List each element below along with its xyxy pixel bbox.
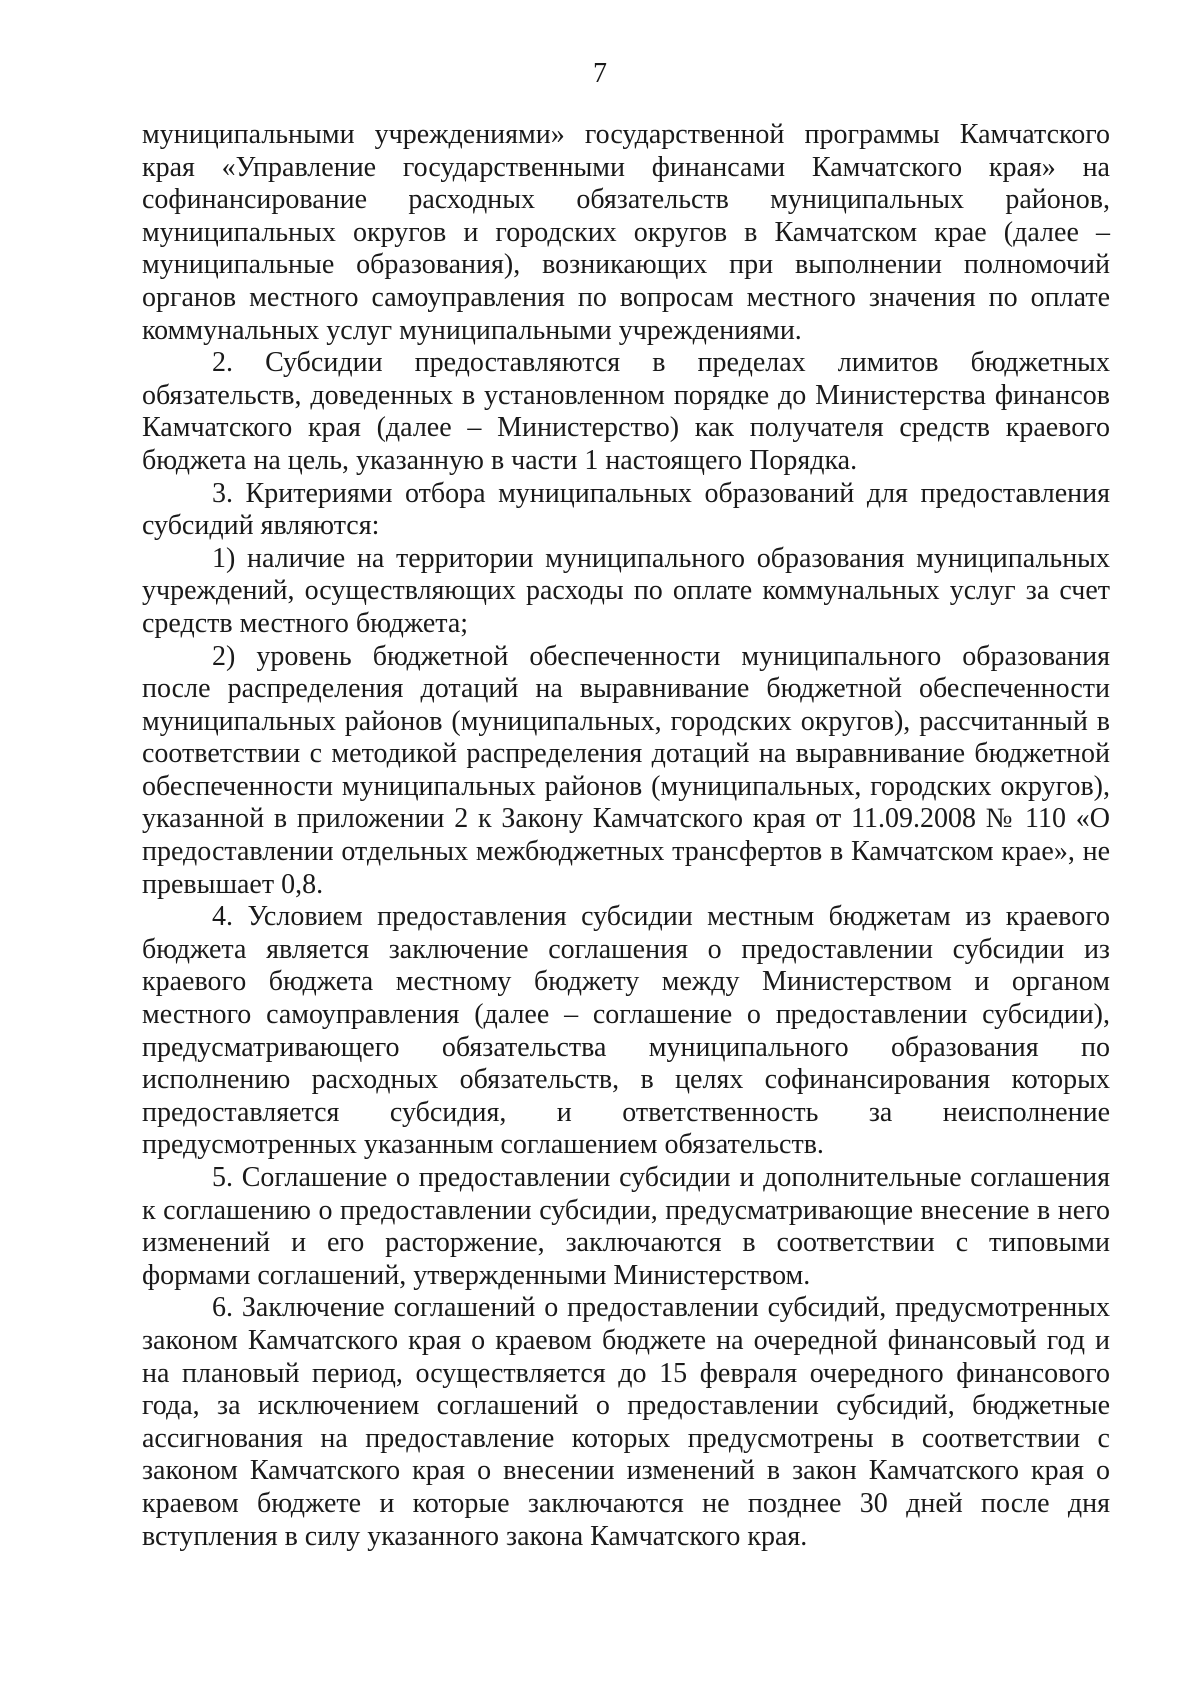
paragraph-item-5: 5. Соглашение о предоставлении субсидии и дополнительные соглашения к соглашению о предоставлении субсидии, предусматривающие внесение в него изменений и его расторжение, заключаются в соответствии с типовыми формами соглашений, утвержденными Министерством. — [142, 1162, 1110, 1291]
paragraph-item-4: 4. Условием предоставления субсидии местным бюджетам из краевого бюджета является заключение соглашения о предоставлении субсидии из краевого бюджета местному бюджету между Министерством и органом местного самоуправления (далее – соглашение о предоставлении субсидии), предусматривающего обязательства муниципального образования по исполнению расходных обязательств, в целях софинансирования которых предоставляется субсидия, и ответственность за неисполнение предусмотренных указанным соглашением обязательств. — [142, 901, 1110, 1161]
document-body — [142, 119, 1110, 1553]
paragraph-subitem-2: 2) уровень бюджетной обеспеченности муниципального образования после распределения дотаций на выравнивание бюджетной обеспеченности муниципальных районов (муниципальных, городских округов), рассчитанный в соответствии с методикой распределения дотаций на выравнивание бюджетной обеспеченности муниципальных районов (муниципальных, городских округов), указанной в приложении 2 к Закону Камчатского края от 11.09.2008 № 110 «О предоставлении отдельных межбюджетных трансфертов в Камчатском крае», не превышает 0,8. — [142, 640, 1110, 900]
paragraph-item-2: 2. Субсидии предоставляются в пределах лимитов бюджетных обязательств, доведенных в установленном порядке до Министерства финансов Камчатского края (далее – Министерство) как получателя средств краевого бюджета на цель, указанную в части 1 настоящего Порядка. — [142, 347, 1110, 476]
paragraph-item-6: 6. Заключение соглашений о предоставлении субсидий, предусмотренных законом Камчатского края о краевом бюджете на очередной финансовый год и на плановый период, осуществляется до 15 февраля очередного финансового года, за исключением соглашений о предоставлении субсидий, бюджетные ассигнования на предоставление которых предусмотрены в соответствии с законом Камчатского края о внесении изменений в закон Камчатского края о краевом бюджете и которые заключаются не позднее 30 дней после дня вступления в силу указанного закона Камчатского края. — [142, 1292, 1110, 1552]
paragraph-subitem-1: 1) наличие на территории муниципального образования муниципальных учреждений, осуществляющих расходы по оплате коммунальных услуг за счет средств местного бюджета; — [142, 542, 1110, 639]
paragraph-continuation: муниципальными учреждениями» государственной программы Камчатского края «Управление государственными финансами Камчатского края» на софинансирование расходных обязательств муниципальных районов, муниципальных округов и городских округов в Камчатском крае (далее – муниципальные образования), возникающих при выполнении полномочий органов местного самоуправления по вопросам местного значения по оплате коммунальных услуг муниципальными учреждениями. — [142, 119, 1110, 346]
page-number: 7 — [593, 58, 607, 89]
paragraph-item-3: 3. Критериями отбора муниципальных образований для предоставления субсидий являются: — [142, 477, 1110, 542]
